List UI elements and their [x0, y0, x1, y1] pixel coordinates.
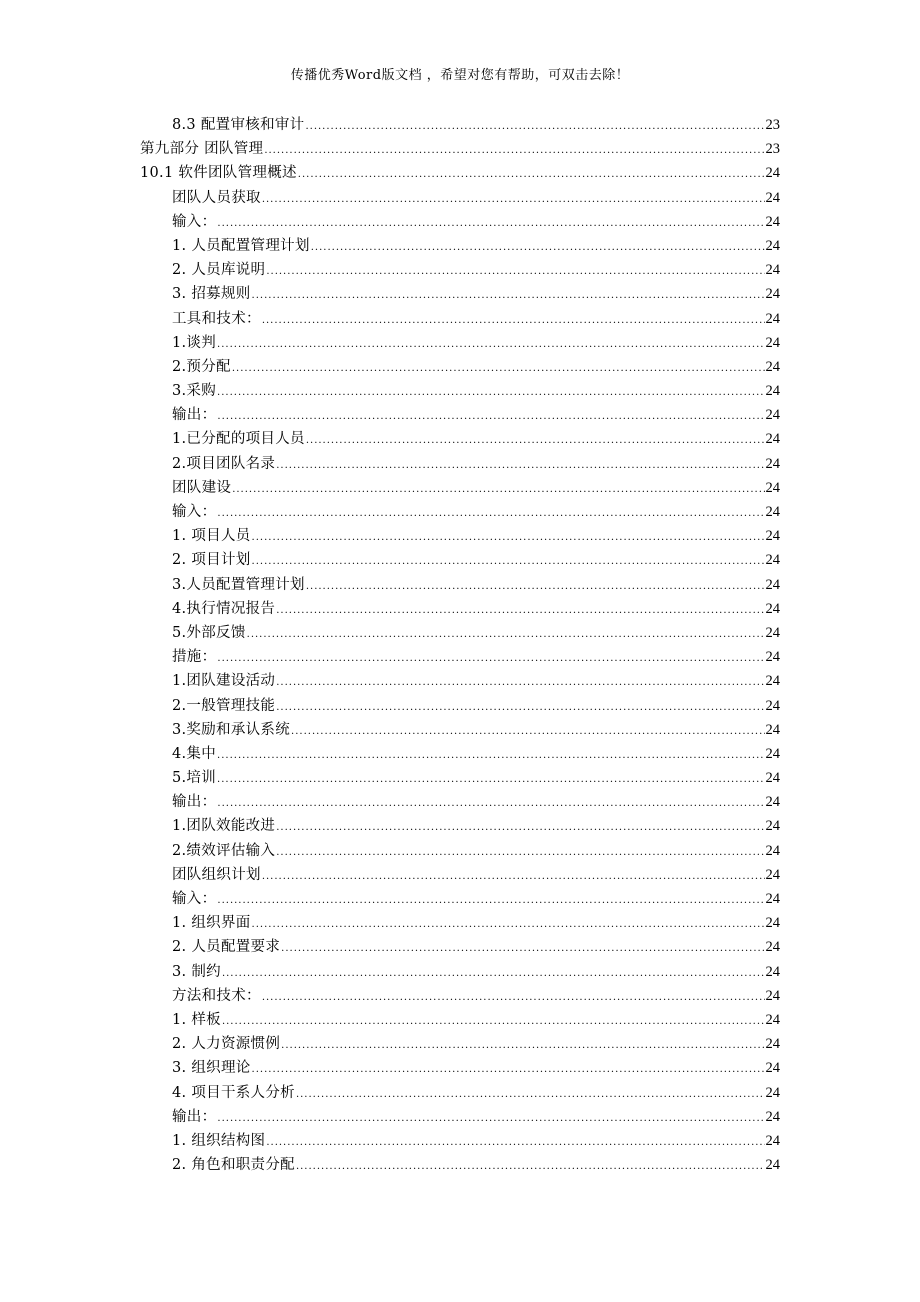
- toc-entry-title: 1. 人员配置管理计划: [172, 237, 310, 254]
- toc-page-number: 24: [765, 1011, 780, 1028]
- toc-dot-leader: [222, 962, 765, 984]
- toc-entry-title: 10.1 软件团队管理概述: [140, 165, 297, 182]
- toc-entry[interactable]: [140, 1008, 780, 1032]
- toc-page-number: 24: [765, 431, 780, 448]
- toc-entry-title: 团队建设: [172, 479, 232, 496]
- toc-entry[interactable]: [140, 742, 780, 766]
- toc-dot-leader: [217, 744, 764, 766]
- toc-entry[interactable]: [140, 476, 780, 500]
- toc-entry[interactable]: [140, 645, 780, 669]
- toc-dot-leader: [296, 1155, 765, 1177]
- toc-entry-title: 1.已分配的项目人员: [172, 431, 305, 448]
- toc-entry-title: 方法和技术：: [172, 987, 261, 1004]
- toc-page-number: 24: [765, 455, 780, 472]
- toc-entry[interactable]: [140, 694, 780, 718]
- toc-entry[interactable]: [140, 500, 780, 524]
- toc-dot-leader: [264, 139, 764, 161]
- toc-page-number: 24: [765, 286, 780, 303]
- toc-dot-leader: [276, 599, 764, 621]
- toc-dot-leader: [291, 720, 764, 742]
- toc-page-number: 24: [765, 189, 780, 206]
- toc-dot-leader: [217, 502, 764, 524]
- toc-entry[interactable]: [140, 524, 780, 548]
- toc-page-number: 24: [765, 1132, 780, 1149]
- toc-entry[interactable]: [140, 669, 780, 693]
- toc-entry-title: 输入：: [172, 891, 217, 907]
- toc-entry-title: 输出：: [172, 1108, 217, 1125]
- toc-entry-title: 1. 组织界面: [172, 915, 251, 932]
- toc-page-number: 24: [765, 262, 780, 279]
- toc-entry[interactable]: [140, 814, 780, 838]
- toc-entry-title: 3. 制约: [172, 963, 221, 980]
- toc-entry-title: 5.培训: [172, 770, 217, 787]
- toc-entry[interactable]: [140, 1129, 780, 1153]
- toc-entry[interactable]: [140, 210, 780, 234]
- toc-entry-title: 2. 项目计划: [172, 552, 251, 569]
- toc-entry[interactable]: [140, 984, 780, 1008]
- toc-entry[interactable]: [140, 1032, 780, 1056]
- toc-dot-leader: [232, 357, 765, 379]
- toc-dot-leader: [276, 454, 764, 476]
- toc-entry-title: 措施：: [172, 649, 217, 666]
- toc-entry[interactable]: [140, 307, 780, 331]
- toc-dot-leader: [262, 865, 765, 887]
- toc-entry-title: 8.3 配置审核和审计: [172, 117, 305, 133]
- toc-entry[interactable]: [140, 1153, 780, 1177]
- toc-entry[interactable]: [140, 790, 780, 814]
- toc-entry-title: 1. 样板: [172, 1011, 221, 1028]
- toc-page-number: 24: [765, 794, 780, 811]
- toc-page-number: 24: [765, 552, 780, 569]
- toc-page-number: 24: [765, 866, 780, 883]
- toc-page-number: 24: [765, 334, 780, 351]
- toc-dot-leader: [217, 768, 764, 790]
- toc-entry[interactable]: [140, 621, 780, 645]
- toc-dot-leader: [252, 526, 765, 548]
- toc-page-number: 24: [765, 697, 780, 714]
- toc-dot-leader: [311, 236, 765, 258]
- toc-entry[interactable]: [140, 935, 780, 959]
- toc-entry[interactable]: [140, 839, 780, 863]
- toc-page-number: 24: [765, 673, 780, 690]
- toc-page-number: 23: [765, 141, 780, 158]
- toc-dot-leader: [281, 937, 764, 959]
- toc-dot-leader: [217, 405, 764, 427]
- toc-page-number: 24: [765, 842, 780, 859]
- toc-page-number: 24: [765, 1157, 780, 1174]
- toc-entry-title: 2.一般管理技能: [172, 697, 276, 714]
- toc-page-number: 24: [765, 528, 780, 545]
- toc-dot-leader: [252, 550, 765, 572]
- toc-page-number: 23: [765, 117, 780, 133]
- toc-dot-leader: [217, 1107, 764, 1129]
- toc-entry[interactable]: [140, 863, 780, 887]
- toc-dot-leader: [262, 188, 765, 210]
- toc-entry-title: 输出：: [172, 794, 217, 811]
- toc-dot-leader: [247, 623, 765, 645]
- toc-dot-leader: [306, 575, 765, 597]
- toc-page-number: 24: [765, 1060, 780, 1077]
- toc-page-number: 24: [765, 504, 780, 520]
- toc-page-number: 24: [765, 963, 780, 980]
- toc-entry-title: 团队组织计划: [172, 866, 261, 883]
- toc-dot-leader: [281, 1034, 764, 1056]
- toc-page-number: 24: [765, 165, 780, 182]
- toc-dot-leader: [266, 260, 764, 282]
- toc-entry-title: 2. 人员配置要求: [172, 939, 281, 956]
- toc-entry[interactable]: [140, 548, 780, 572]
- toc-entry[interactable]: [140, 1081, 780, 1105]
- toc-entry[interactable]: [140, 186, 780, 210]
- toc-entry-title: 4.执行情况报告: [172, 600, 276, 617]
- toc-entry[interactable]: [140, 766, 780, 790]
- table-of-contents: [140, 113, 780, 1177]
- toc-entry[interactable]: [140, 113, 780, 137]
- toc-page-number: 24: [765, 310, 780, 327]
- toc-entry-title: 2.项目团队名录: [172, 455, 276, 472]
- toc-dot-leader: [217, 647, 764, 669]
- toc-page-number: 24: [765, 407, 780, 424]
- toc-dot-leader: [262, 986, 765, 1008]
- toc-page-number: 24: [765, 891, 780, 907]
- toc-entry-title: 4.集中: [172, 745, 217, 762]
- toc-dot-leader: [252, 913, 765, 935]
- toc-dot-leader: [217, 381, 764, 403]
- toc-page-number: 24: [765, 600, 780, 617]
- toc-page-number: 24: [765, 818, 780, 835]
- toc-page-number: 24: [765, 479, 780, 496]
- toc-page-number: 24: [765, 939, 780, 956]
- toc-dot-leader: [276, 696, 764, 718]
- toc-page-number: 24: [765, 1036, 780, 1053]
- toc-entry-title: 3.奖励和承认系统: [172, 721, 291, 738]
- toc-entry-title: 输出：: [172, 407, 217, 424]
- toc-entry-title: 2. 人员库说明: [172, 262, 266, 279]
- toc-entry-title: 2.绩效评估输入: [172, 842, 276, 859]
- toc-page-number: 24: [765, 987, 780, 1004]
- toc-page-number: 24: [765, 383, 780, 400]
- toc-entry-title: 4. 项目干系人分析: [172, 1084, 295, 1101]
- toc-entry-title: 3.采购: [172, 383, 217, 400]
- toc-entry[interactable]: [140, 1056, 780, 1080]
- toc-page-number: 24: [765, 213, 780, 230]
- toc-entry-title: 2. 角色和职责分配: [172, 1157, 295, 1174]
- toc-dot-leader: [217, 212, 764, 234]
- toc-page-number: 24: [765, 721, 780, 738]
- toc-dot-leader: [252, 1058, 765, 1080]
- toc-entry[interactable]: [140, 331, 780, 355]
- toc-page-number: 24: [765, 237, 780, 254]
- toc-dot-leader: [298, 163, 765, 185]
- toc-entry[interactable]: [140, 911, 780, 935]
- toc-entry-title: 1.团队建设活动: [172, 673, 276, 690]
- toc-page-number: 24: [765, 358, 780, 375]
- toc-entry[interactable]: [140, 379, 780, 403]
- toc-entry-title: 3. 招募规则: [172, 286, 251, 303]
- toc-entry[interactable]: [140, 960, 780, 984]
- toc-dot-leader: [217, 889, 764, 911]
- toc-entry[interactable]: [140, 452, 780, 476]
- toc-entry-title: 1.谈判: [172, 334, 217, 351]
- toc-entry[interactable]: [140, 355, 780, 379]
- toc-entry[interactable]: [140, 427, 780, 451]
- toc-dot-leader: [217, 792, 764, 814]
- toc-dot-leader: [306, 429, 765, 451]
- toc-entry-title: 1.团队效能改进: [172, 818, 276, 835]
- toc-page-number: 24: [765, 1108, 780, 1125]
- toc-entry-title: 1. 组织结构图: [172, 1132, 266, 1149]
- toc-entry-title: 输入：: [172, 504, 217, 520]
- toc-page-number: 24: [765, 649, 780, 666]
- toc-entry[interactable]: [140, 282, 780, 306]
- toc-dot-leader: [276, 671, 764, 693]
- toc-page-number: 24: [765, 624, 780, 641]
- toc-entry[interactable]: [140, 597, 780, 621]
- toc-entry-title: 工具和技术：: [172, 310, 261, 327]
- toc-entry-title: 5.外部反馈: [172, 624, 246, 641]
- toc-entry-title: 第九部分 团队管理: [140, 141, 264, 158]
- toc-dot-leader: [232, 478, 764, 500]
- toc-dot-leader: [296, 1083, 765, 1105]
- toc-dot-leader: [305, 115, 764, 137]
- toc-dot-leader: [262, 309, 765, 331]
- toc-entry[interactable]: [140, 137, 780, 161]
- toc-entry-title: 3. 组织理论: [172, 1060, 251, 1077]
- toc-entry[interactable]: [140, 573, 780, 597]
- toc-entry[interactable]: [140, 234, 780, 258]
- toc-entry[interactable]: [140, 258, 780, 282]
- toc-page-number: 24: [765, 915, 780, 932]
- toc-entry-title: 输入：: [172, 213, 217, 230]
- toc-dot-leader: [217, 333, 764, 355]
- toc-dot-leader: [252, 284, 765, 306]
- toc-dot-leader: [276, 816, 764, 838]
- toc-page-number: 24: [765, 1084, 780, 1101]
- toc-page-number: 24: [765, 576, 780, 593]
- toc-dot-leader: [266, 1131, 764, 1153]
- toc-page-number: 24: [765, 745, 780, 762]
- toc-entry[interactable]: [140, 1105, 780, 1129]
- toc-entry-title: 2. 人力资源惯例: [172, 1036, 281, 1053]
- toc-entry-title: 团队人员获取: [172, 189, 261, 206]
- toc-entry[interactable]: [140, 718, 780, 742]
- toc-dot-leader: [222, 1010, 765, 1032]
- toc-entry-title: 2.预分配: [172, 358, 231, 375]
- toc-entry[interactable]: [140, 887, 780, 911]
- toc-dot-leader: [276, 841, 764, 863]
- toc-page-number: 24: [765, 770, 780, 787]
- toc-entry-title: 1. 项目人员: [172, 528, 251, 545]
- toc-entry[interactable]: [140, 161, 780, 185]
- toc-entry-title: 3.人员配置管理计划: [172, 576, 305, 593]
- toc-entry[interactable]: [140, 403, 780, 427]
- page-header: 传播优秀Word版文档 ，希望对您有帮助，可双击去除！: [290, 68, 630, 83]
